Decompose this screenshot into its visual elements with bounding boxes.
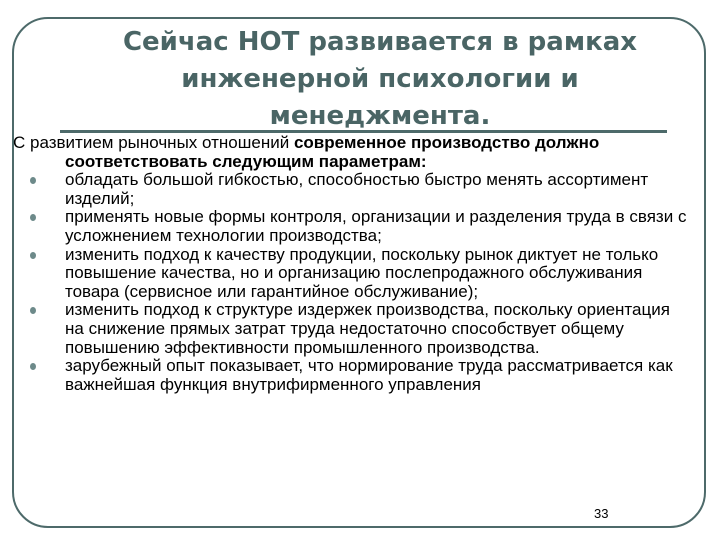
list-item-text: зарубежный опыт показывает, что нормирование труда рассматривается как важнейшая функция внутрифирменного управления — [65, 356, 673, 394]
bullet-icon — [30, 363, 36, 370]
list-item — [13, 208, 693, 245]
intro-paragraph — [13, 134, 693, 171]
title-line-2: инженерной психологии и — [181, 64, 579, 94]
bullet-icon — [30, 307, 36, 314]
bullet-icon — [30, 177, 36, 184]
list-item-text: изменить подход к качеству продукции, поскольку рынок диктует не только повышение качества, но и организацию послепродажного обслуживания товара (сервисное или гарантийное обслуживание); — [65, 244, 659, 301]
bullet-icon — [30, 214, 36, 221]
list-item — [13, 171, 693, 208]
page-number: 33 — [594, 506, 609, 521]
slide-title — [60, 24, 700, 135]
list-item-text: применять новые формы контроля, организации и разделения труда в связи с усложнением технологии производства; — [65, 207, 687, 245]
list-item — [13, 246, 693, 302]
intro-plain: С развитием рыночных отношений — [13, 133, 294, 152]
list-item-text: изменить подход к структуре издержек производства, поскольку ориентация на снижение прямых затрат труда недостаточно способствует общему повышению эффективности промышленного производства. — [65, 300, 670, 357]
list-item — [13, 357, 693, 394]
intro-bold: современное производство должно соответствовать следующим параметрам: — [65, 133, 600, 171]
slide-body — [13, 134, 693, 394]
list-item — [13, 301, 693, 357]
title-line-1: Сейчас НОТ развивается в рамках — [122, 27, 638, 57]
title-line-3: менеджмента. — [269, 101, 491, 131]
list-item-text: обладать большой гибкостью, способностью быстро менять ассортимент изделий; — [65, 170, 649, 208]
bullet-icon — [30, 252, 36, 259]
bullet-list — [13, 171, 693, 394]
